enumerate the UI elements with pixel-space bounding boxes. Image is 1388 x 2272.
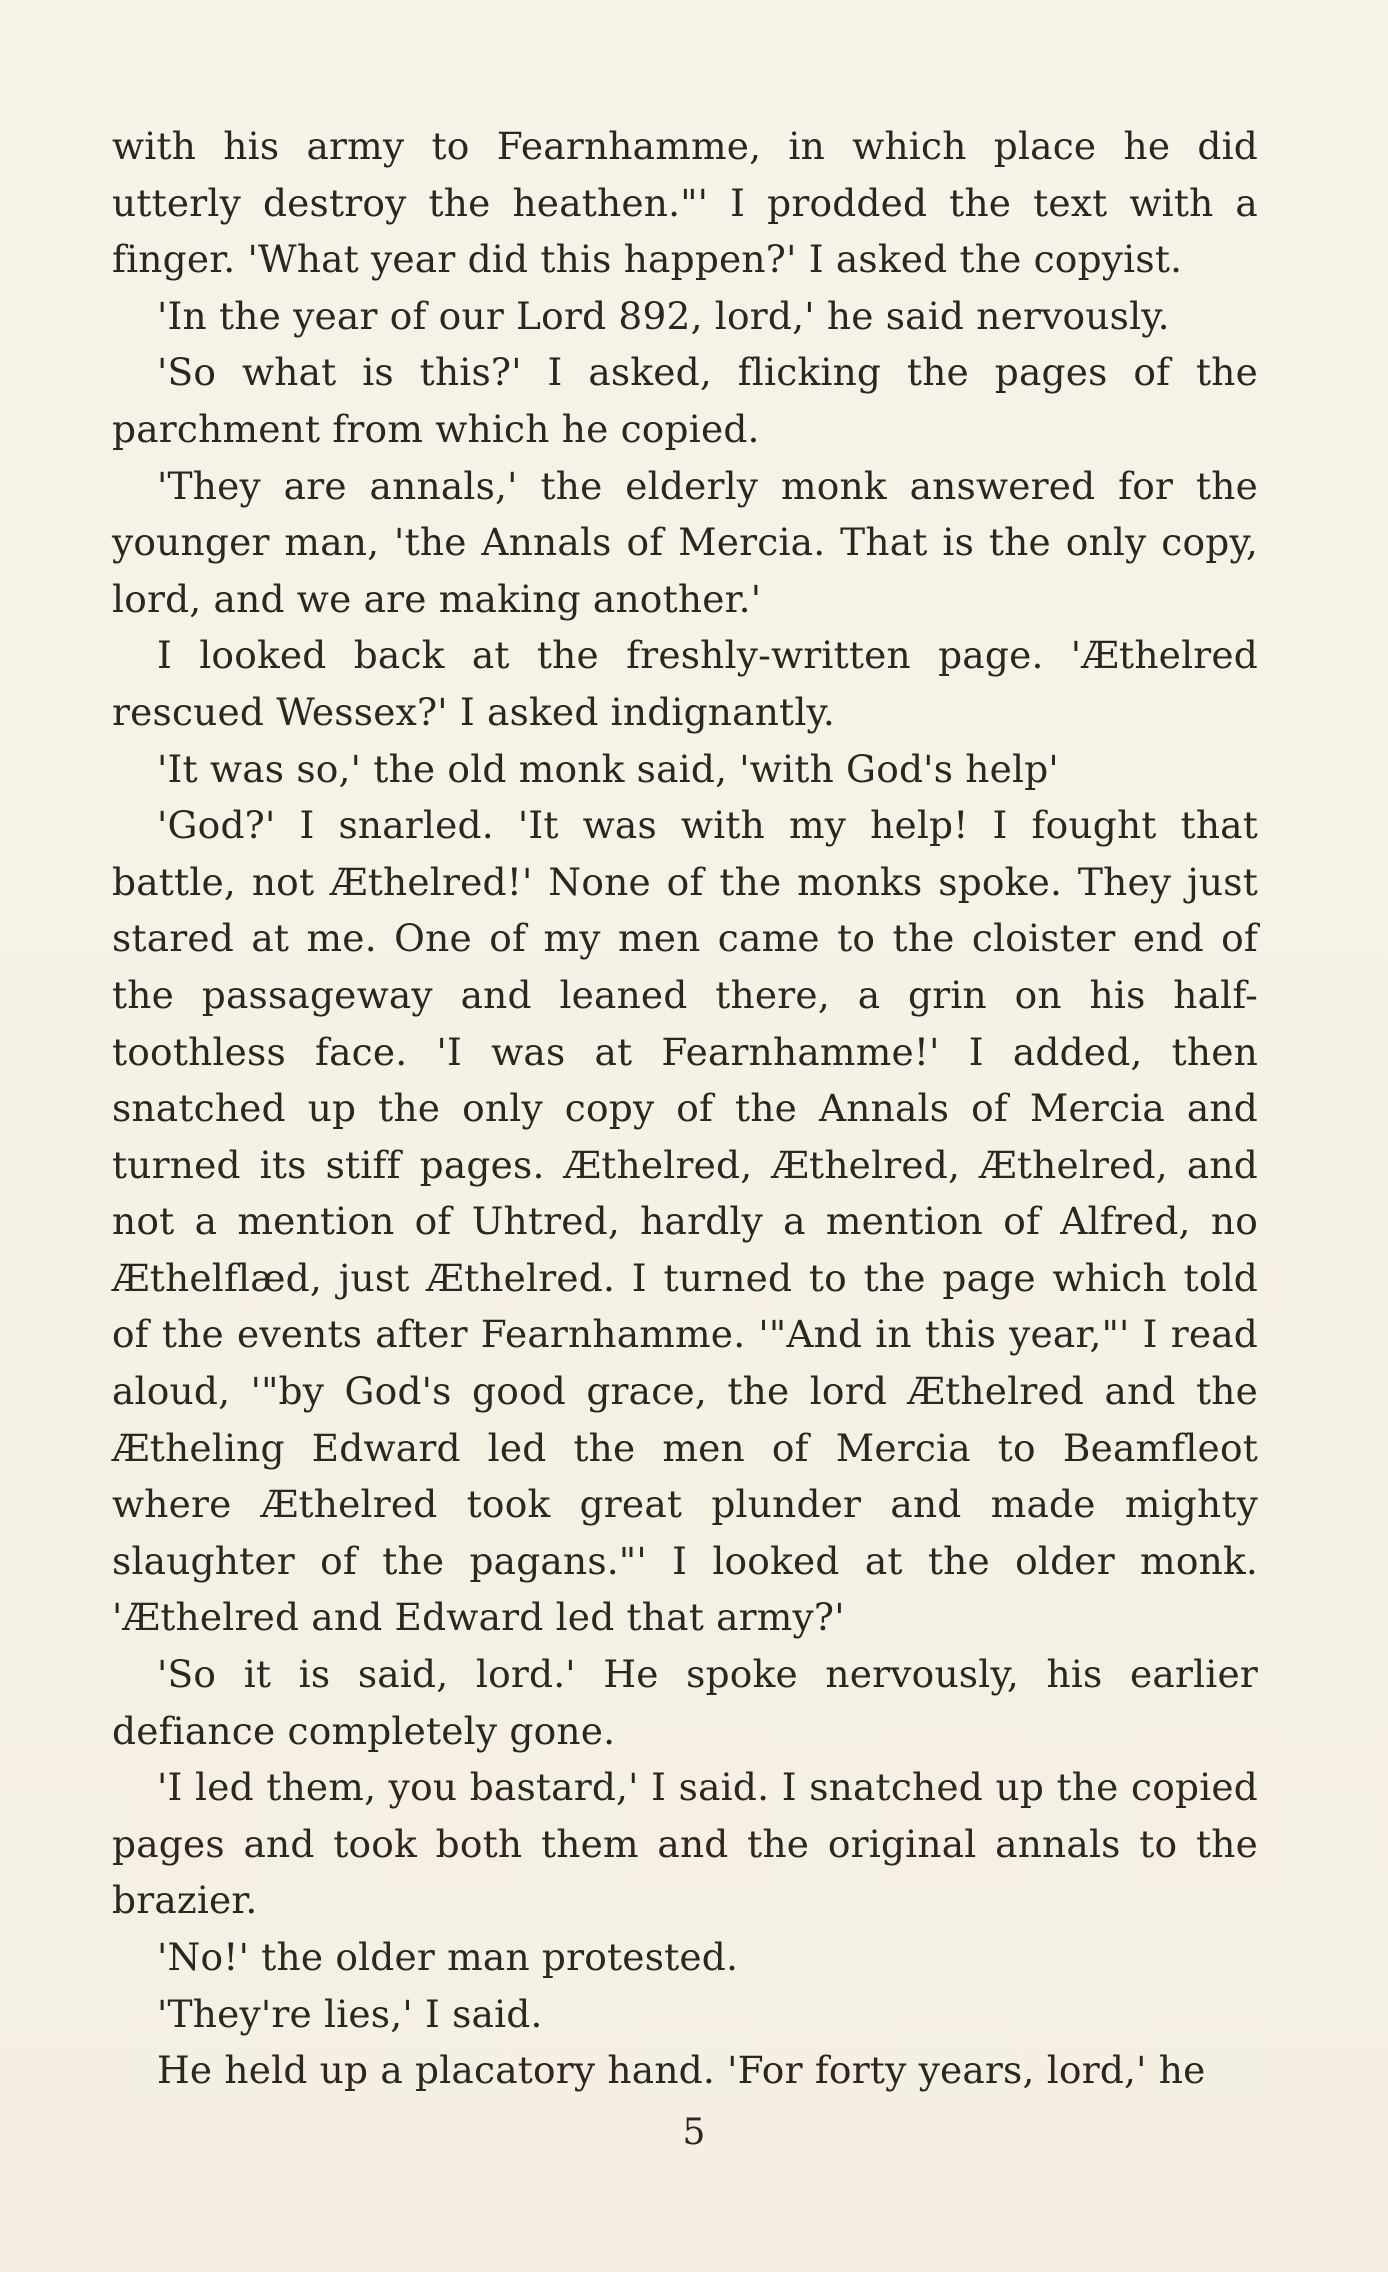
paragraph: 'So it is said, lord.' He spoke nervously, his earlier defiance completely gone. xyxy=(112,1652,1258,1753)
paragraph: He held up a placatory hand. 'For forty years, lord,' he xyxy=(157,2048,1206,2093)
paragraph: 'So what is this?' I asked, flicking the pages of the parchment from which he copied. xyxy=(112,350,1258,451)
paragraph: 'In the year of our Lord 892, lord,' he said nervously. xyxy=(157,293,1170,338)
paragraph: with his army to Fearnhamme, in which place he did utterly destroy the heathen."' I prodded the text with a finger. 'What year did this happen?' I asked the copyist. xyxy=(112,124,1258,282)
body-text xyxy=(112,118,1258,2099)
paragraph: 'God?' I snarled. 'It was with my help! I fought that battle, not Æthelred!' None of the monks spoke. They just stared at me. One of my men came to the cloister end of the passageway and leaned there, a grin on his half-toothless face. 'I was at Fearnhamme!' I added, then snatched up the only copy of the Annals of Mercia and turned its stiff pages. Æthelred, Æthelred, Æthelred, and not a mention of Uhtred, hardly a mention of Alfred, no Æthelflæd, just Æthelred. I turned to the page which told of the events after Fearnhamme. '"And in this year,"' I read aloud, '"by God's good grace, the lord Æthelred and the Ætheling Edward led the men of Mercia to Beamfleot where Æthelred took great plunder and made mighty slaughter of the pagans."' I looked at the older monk. 'Æthelred and Edward led that army?' xyxy=(112,803,1258,1640)
paragraph: I looked back at the freshly-written page. 'Æthelred rescued Wessex?' I asked indignantly. xyxy=(112,633,1258,734)
paragraph: 'They are annals,' the elderly monk answered for the younger man, 'the Annals of Mercia. That is the only copy, lord, and we are making another.' xyxy=(112,463,1258,621)
paragraph: 'They're lies,' I said. xyxy=(157,1991,543,2036)
page-number: 5 xyxy=(682,2112,706,2153)
paragraph: 'It was so,' the old monk said, 'with God's help' xyxy=(157,746,1059,791)
paragraph: 'I led them, you bastard,' I said. I snatched up the copied pages and took both them and the original annals to the brazier. xyxy=(112,1765,1258,1923)
paragraph: 'No!' the older man protested. xyxy=(157,1935,739,1979)
